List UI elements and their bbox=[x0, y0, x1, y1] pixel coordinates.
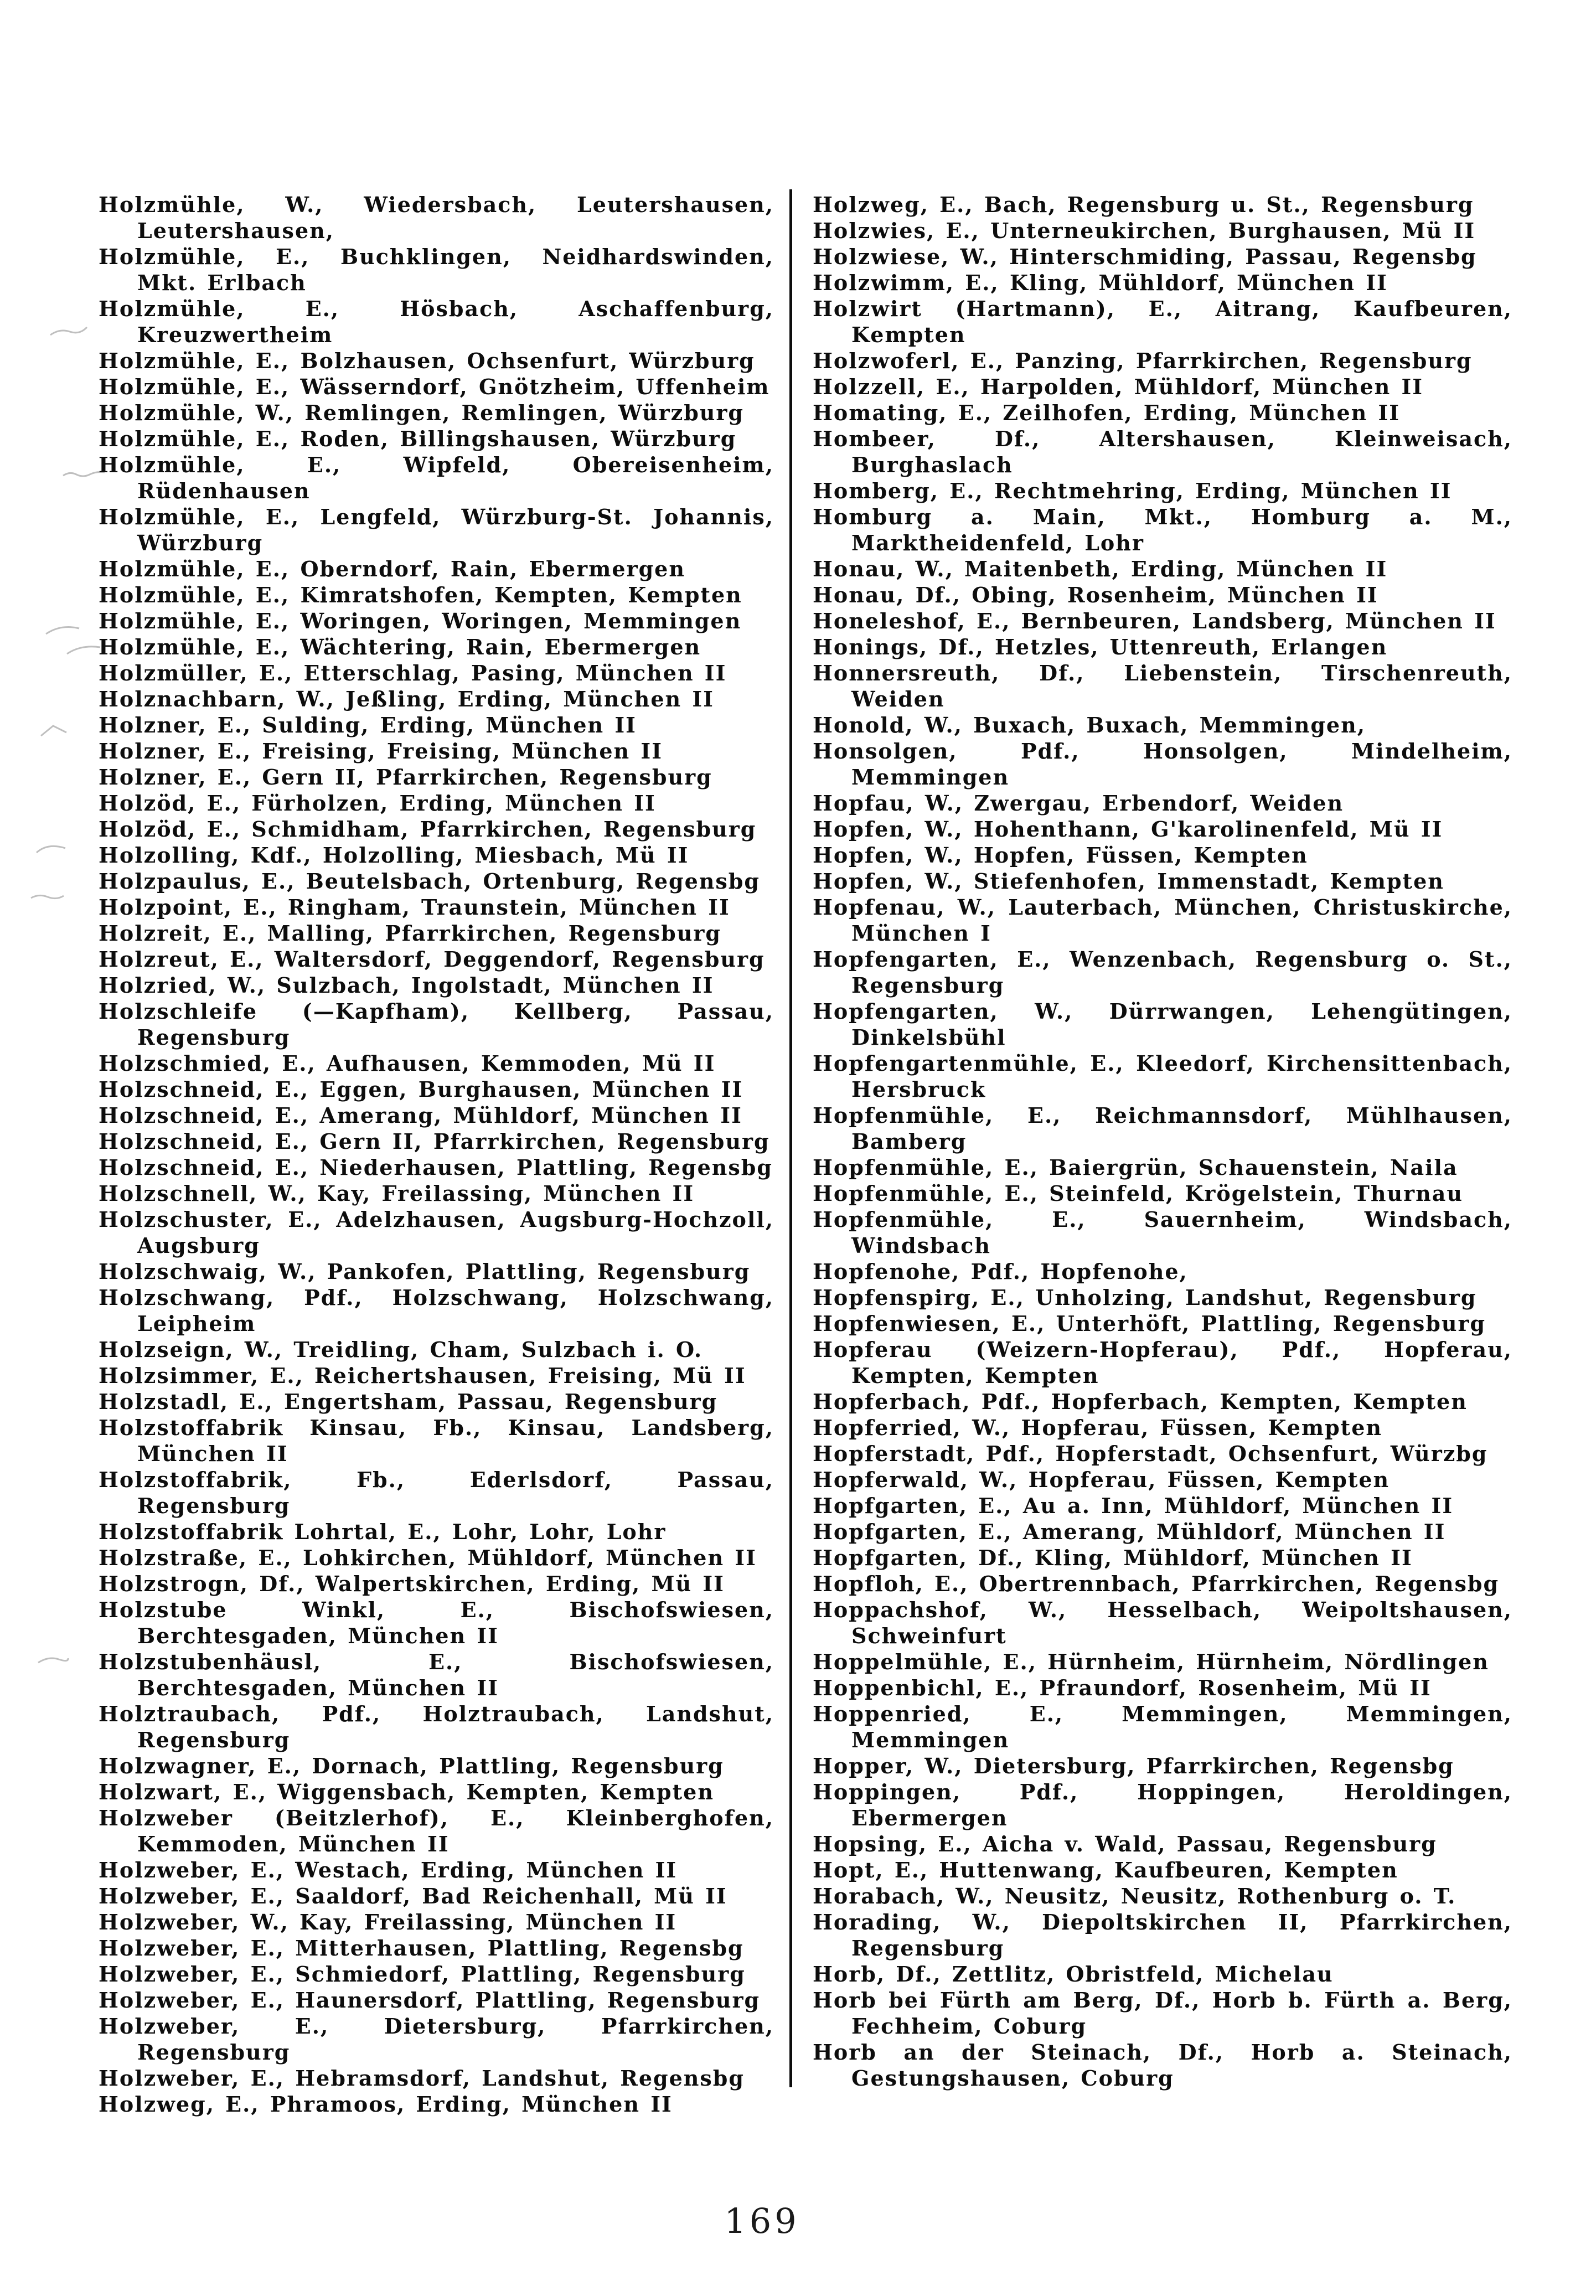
page-number: 169 bbox=[724, 2201, 800, 2241]
directory-entry: Holzschnell, W., Kay, Freilassing, München II bbox=[99, 1181, 695, 1206]
directory-entry: Holzolling, Kdf., Holzolling, Miesbach, Mü II bbox=[99, 843, 689, 868]
directory-entry: Hopfengarten, W., Dürrwangen, Lehengütingen, Dinkelsbühl bbox=[813, 999, 1512, 1050]
directory-entry: Holzmühle, W., Remlingen, Remlingen, Würzburg bbox=[99, 400, 744, 425]
directory-entry: Holzmühle, E., Wächtering, Rain, Ebermergen bbox=[99, 634, 701, 659]
directory-entry: Holzschneid, E., Niederhausen, Plattling, Regensbg bbox=[99, 1155, 773, 1180]
directory-entry: Holzschleife (—Kapfham), Kellberg, Passau, Regensburg bbox=[99, 999, 774, 1050]
directory-entry: Holzstrogn, Df., Walpertskirchen, Erding, Mü II bbox=[99, 1571, 725, 1596]
directory-entry: Holzschwaig, W., Pankofen, Plattling, Regensburg bbox=[99, 1259, 751, 1284]
directory-entry: Holzwies, E., Unterneukirchen, Burghausen, Mü II bbox=[813, 218, 1476, 243]
directory-entry: Holzweg, E., Phramoos, Erding, München II bbox=[99, 2092, 673, 2117]
directory-entry: Holzöd, E., Fürholzen, Erding, München II bbox=[99, 791, 656, 816]
directory-entry: Holzzell, E., Harpolden, Mühldorf, München II bbox=[813, 374, 1424, 399]
directory-entry: Hombeer, Df., Altershausen, Kleinweisach, Burghaslach bbox=[813, 426, 1512, 477]
directory-entry: Holzner, E., Sulding, Erding, München II bbox=[99, 713, 637, 737]
directory-entry: Hopferbach, Pdf., Hopferbach, Kempten, Kempten bbox=[813, 1389, 1468, 1414]
directory-entry: Honau, W., Maitenbeth, Erding, München II bbox=[813, 556, 1388, 581]
directory-entry: Hopferried, W., Hopferau, Füssen, Kempten bbox=[813, 1415, 1383, 1440]
pencil-mark bbox=[49, 324, 89, 338]
directory-entry: Holzweber, E., Dietersburg, Pfarrkirchen, Regensburg bbox=[99, 2014, 774, 2065]
directory-entry: Holzschwang, Pdf., Holzschwang, Holzschwang, Leipheim bbox=[99, 1285, 774, 1336]
directory-entry: Hopfen, W., Hopfen, Füssen, Kempten bbox=[813, 843, 1308, 868]
directory-entry: Hopfenmühle, E., Reichmannsdorf, Mühlhausen, Bamberg bbox=[813, 1103, 1512, 1154]
pencil-mark bbox=[37, 1653, 70, 1667]
directory-entry: Holzpoint, E., Ringham, Traunstein, München II bbox=[99, 895, 730, 920]
directory-entry: Hopferstadt, Pdf., Hopferstadt, Ochsenfurt, Würzbg bbox=[813, 1441, 1488, 1466]
directory-entry: Hopfau, W., Zwergau, Erbendorf, Weiden bbox=[813, 791, 1344, 816]
directory-entry: Holztraubach, Pdf., Holztraubach, Landshut, Regensburg bbox=[99, 1701, 774, 1752]
directory-entry: Holznachbarn, W., Jeßling, Erding, München II bbox=[99, 687, 714, 711]
directory-column-right bbox=[813, 192, 1512, 2091]
directory-entry: Homberg, E., Rechtmehring, Erding, München II bbox=[813, 478, 1452, 503]
directory-entry: Hopfgarten, E., Amerang, Mühldorf, München II bbox=[813, 1519, 1446, 1544]
directory-column-left bbox=[99, 192, 774, 2117]
pencil-mark bbox=[34, 842, 68, 856]
directory-entry: Honeleshof, E., Bernbeuren, Landsberg, München II bbox=[813, 608, 1496, 633]
directory-entry: Holzweber (Beitzlerhof), E., Kleinberghofen, Kemmoden, München II bbox=[99, 1805, 774, 1856]
directory-entry: Holzmühle, E., Woringen, Woringen, Memmingen bbox=[99, 608, 742, 633]
directory-entry: Holzmühle, E., Lengfeld, Würzburg-St. Johannis, Würzburg bbox=[99, 504, 774, 555]
directory-entry: Holzner, E., Freising, Freising, München II bbox=[99, 739, 663, 763]
directory-entry: Honnersreuth, Df., Liebenstein, Tirschenreuth, Weiden bbox=[813, 661, 1512, 711]
directory-entry: Hopfenohe, Pdf., Hopfenohe, bbox=[813, 1259, 1188, 1284]
directory-entry: Homating, E., Zeilhofen, Erding, München II bbox=[813, 400, 1401, 425]
directory-entry: Holzschneid, E., Eggen, Burghausen, München II bbox=[99, 1077, 743, 1102]
directory-entry: Hoppelmühle, E., Hürnheim, Hürnheim, Nördlingen bbox=[813, 1649, 1489, 1674]
directory-entry: Holzreut, E., Waltersdorf, Deggendorf, Regensburg bbox=[99, 947, 765, 972]
directory-entry: Holzöd, E., Schmidham, Pfarrkirchen, Regensburg bbox=[99, 817, 757, 842]
pencil-mark bbox=[39, 723, 69, 739]
directory-entry: Holzstube Winkl, E., Bischofswiesen, Berchtesgaden, München II bbox=[99, 1597, 774, 1648]
directory-entry: Holzschneid, E., Amerang, Mühldorf, München II bbox=[99, 1103, 742, 1128]
directory-entry: Holzmühle, W., Wiedersbach, Leutershausen, Leutershausen, bbox=[99, 192, 774, 243]
directory-entry: Hopfgarten, Df., Kling, Mühldorf, München II bbox=[813, 1545, 1413, 1570]
directory-entry: Holzweber, E., Schmiedorf, Plattling, Regensburg bbox=[99, 1962, 746, 1987]
directory-entry: Holzmühle, E., Roden, Billingshausen, Würzburg bbox=[99, 426, 737, 451]
directory-entry: Holzweg, E., Bach, Regensburg u. St., Regensburg bbox=[813, 192, 1474, 217]
directory-entry: Hoppenbichl, E., Pfraundorf, Rosenheim, Mü II bbox=[813, 1675, 1432, 1700]
directory-entry: Holzsimmer, E., Reichertshausen, Freising, Mü II bbox=[99, 1363, 746, 1388]
directory-entry: Holzstubenhäusl, E., Bischofswiesen, Berchtesgaden, München II bbox=[99, 1649, 774, 1700]
directory-entry: Holzreit, E., Malling, Pfarrkirchen, Regensburg bbox=[99, 921, 721, 946]
directory-entry: Hopfen, W., Hohenthann, G'karolinenfeld, Mü II bbox=[813, 817, 1443, 842]
directory-entry: Holzweber, W., Kay, Freilassing, München II bbox=[99, 1910, 677, 1934]
directory-entry: Holzweber, E., Hebramsdorf, Landshut, Regensbg bbox=[99, 2066, 745, 2091]
directory-entry: Hopfen, W., Stiefenhofen, Immenstadt, Kempten bbox=[813, 869, 1444, 894]
directory-entry: Holzstoffabrik, Fb., Ederlsdorf, Passau, Regensburg bbox=[99, 1467, 774, 1518]
directory-entry: Holzweber, E., Saaldorf, Bad Reichenhall, Mü II bbox=[99, 1884, 727, 1908]
directory-entry: Holzpaulus, E., Beutelsbach, Ortenburg, Regensbg bbox=[99, 869, 760, 894]
directory-entry: Honings, Df., Hetzles, Uttenreuth, Erlangen bbox=[813, 634, 1388, 659]
directory-entry: Holzstraße, E., Lohkirchen, Mühldorf, München II bbox=[99, 1545, 757, 1570]
directory-entry: Holzweber, E., Mitterhausen, Plattling, Regensbg bbox=[99, 1936, 744, 1960]
directory-entry: Holzschuster, E., Adelzhausen, Augsburg-Hochzoll, Augsburg bbox=[99, 1207, 774, 1258]
directory-entry: Horb bei Fürth am Berg, Df., Horb b. Fürth a. Berg, Fechheim, Coburg bbox=[813, 1988, 1512, 2039]
directory-entry: Honau, Df., Obing, Rosenheim, München II bbox=[813, 582, 1378, 607]
directory-entry: Holzschmied, E., Aufhausen, Kemmoden, Mü II bbox=[99, 1051, 716, 1076]
directory-entry: Hopfenau, W., Lauterbach, München, Christuskirche, München I bbox=[813, 895, 1512, 946]
directory-entry: Holzmühle, E., Buchklingen, Neidhardswinden, Mkt. Erlbach bbox=[99, 244, 774, 295]
directory-entry: Hopper, W., Dietersburg, Pfarrkirchen, Regensbg bbox=[813, 1753, 1454, 1778]
directory-entry: Holzweber, E., Haunersdorf, Plattling, Regensburg bbox=[99, 1988, 761, 2013]
directory-entry: Holzmühle, E., Wipfeld, Obereisenheim, Rüdenhausen bbox=[99, 452, 774, 503]
directory-entry: Holzweber, E., Westach, Erding, München II bbox=[99, 1858, 678, 1882]
directory-entry: Holzmühle, E., Kimratshofen, Kempten, Kempten bbox=[99, 582, 742, 607]
directory-entry: Horading, W., Diepoltskirchen II, Pfarrkirchen, Regensburg bbox=[813, 1910, 1512, 1960]
directory-entry: Hopfengarten, E., Wenzenbach, Regensburg o. St., Regensburg bbox=[813, 947, 1512, 998]
column-divider-rule bbox=[789, 189, 792, 2087]
directory-entry: Hopfenwiesen, E., Unterhöft, Plattling, Regensburg bbox=[813, 1311, 1486, 1336]
directory-entry: Holzmühle, E., Oberndorf, Rain, Ebermergen bbox=[99, 556, 685, 581]
directory-entry: Hopfenmühle, E., Steinfeld, Krögelstein, Thurnau bbox=[813, 1181, 1464, 1206]
directory-entry: Holzmüller, E., Etterschlag, Pasing, München II bbox=[99, 661, 727, 685]
directory-entry: Hopfengartenmühle, E., Kleedorf, Kirchensittenbach, Hersbruck bbox=[813, 1051, 1512, 1102]
directory-entry: Honsolgen, Pdf., Honsolgen, Mindelheim, Memmingen bbox=[813, 739, 1512, 790]
pencil-mark bbox=[44, 623, 81, 636]
directory-entry: Holzwagner, E., Dornach, Plattling, Regensburg bbox=[99, 1753, 724, 1778]
directory-entry: Holzwimm, E., Kling, Mühldorf, München II bbox=[813, 270, 1388, 295]
directory-entry: Hopferwald, W., Hopferau, Füssen, Kempten bbox=[813, 1467, 1390, 1492]
directory-entry: Homburg a. Main, Mkt., Homburg a. M., Marktheidenfeld, Lohr bbox=[813, 504, 1512, 555]
directory-entry: Holzried, W., Sulzbach, Ingolstadt, München II bbox=[99, 973, 714, 998]
directory-entry: Hopfloh, E., Obertrennbach, Pfarrkirchen, Regensbg bbox=[813, 1571, 1500, 1596]
directory-entry: Holzwoferl, E., Panzing, Pfarrkirchen, Regensburg bbox=[813, 348, 1473, 373]
directory-entry: Hopfgarten, E., Au a. Inn, Mühldorf, München II bbox=[813, 1493, 1454, 1518]
directory-entry: Hoppenried, E., Memmingen, Memmingen, Memmingen bbox=[813, 1701, 1512, 1752]
directory-entry: Holzseign, W., Treidling, Cham, Sulzbach i. O. bbox=[99, 1337, 703, 1362]
directory-entry: Horb an der Steinach, Df., Horb a. Steinach, Gestungshausen, Coburg bbox=[813, 2040, 1512, 2091]
pencil-mark bbox=[30, 891, 65, 902]
directory-entry: Holzwiese, W., Hinterschmiding, Passau, Regensbg bbox=[813, 244, 1477, 269]
directory-entry: Horabach, W., Neusitz, Neusitz, Rothenburg o. T. bbox=[813, 1884, 1456, 1908]
directory-entry: Holzmühle, E., Wässerndorf, Gnötzheim, Uffenheim bbox=[99, 374, 770, 399]
directory-entry: Hopfenspirg, E., Unholzing, Landshut, Regensburg bbox=[813, 1285, 1477, 1310]
directory-entry: Holzschneid, E., Gern II, Pfarrkirchen, Regensburg bbox=[99, 1129, 770, 1154]
directory-entry: Holzstoffabrik Lohrtal, E., Lohr, Lohr, Lohr bbox=[99, 1519, 667, 1544]
directory-entry: Holzmühle, E., Bolzhausen, Ochsenfurt, Würzburg bbox=[99, 348, 755, 373]
directory-entry: Holzstadl, E., Engertsham, Passau, Regensburg bbox=[99, 1389, 718, 1414]
directory-entry: Hoppachshof, W., Hesselbach, Weipoltshausen, Schweinfurt bbox=[813, 1597, 1512, 1648]
directory-entry: Hopt, E., Huttenwang, Kaufbeuren, Kempten bbox=[813, 1858, 1398, 1882]
directory-entry: Hopfenmühle, E., Baiergrün, Schauenstein, Naila bbox=[813, 1155, 1458, 1180]
directory-entry: Hoppingen, Pdf., Hoppingen, Heroldingen, Ebermergen bbox=[813, 1779, 1512, 1830]
directory-entry: Horb, Df., Zettlitz, Obristfeld, Michelau bbox=[813, 1962, 1334, 1987]
directory-entry: Holzwart, E., Wiggensbach, Kempten, Kempten bbox=[99, 1779, 714, 1804]
directory-entry: Hopferau (Weizern-Hopferau), Pdf., Hopferau, Kempten, Kempten bbox=[813, 1337, 1512, 1388]
directory-entry: Hopfenmühle, E., Sauernheim, Windsbach, Windsbach bbox=[813, 1207, 1512, 1258]
directory-entry: Honold, W., Buxach, Buxach, Memmingen, bbox=[813, 713, 1366, 737]
directory-entry: Holzmühle, E., Hösbach, Aschaffenburg, Kreuzwertheim bbox=[99, 296, 774, 347]
directory-entry: Holzner, E., Gern II, Pfarrkirchen, Regensburg bbox=[99, 765, 712, 790]
directory-entry: Hopsing, E., Aicha v. Wald, Passau, Regensburg bbox=[813, 1831, 1437, 1856]
pencil-mark bbox=[65, 642, 102, 656]
directory-entry: Holzstoffabrik Kinsau, Fb., Kinsau, Landsberg, München II bbox=[99, 1415, 774, 1466]
directory-entry: Holzwirt (Hartmann), E., Aitrang, Kaufbeuren, Kempten bbox=[813, 296, 1512, 347]
